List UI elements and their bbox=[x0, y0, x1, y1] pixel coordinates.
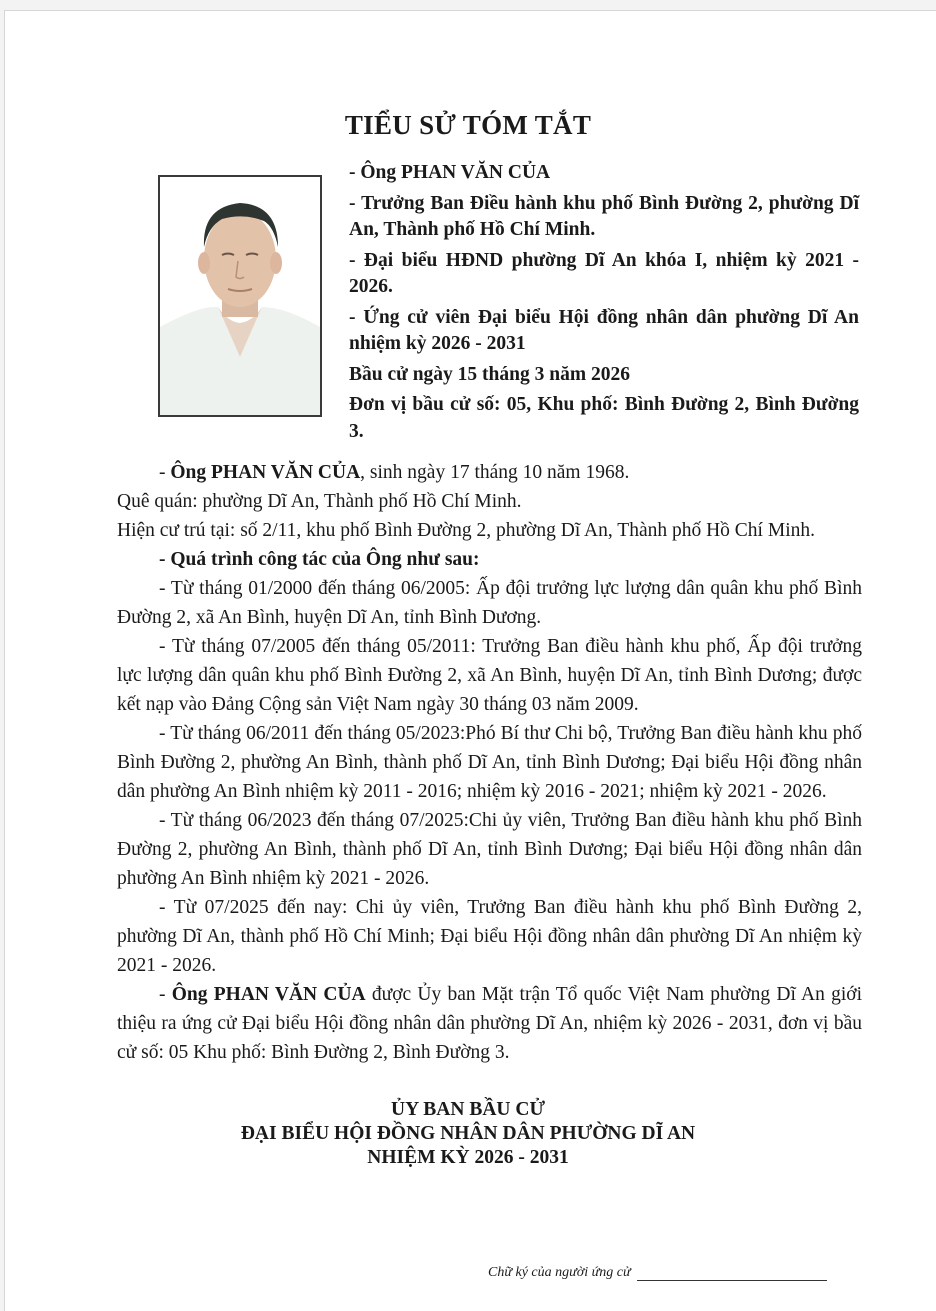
candidate-summary bbox=[349, 160, 859, 445]
committee-line-3: NHIỆM KỲ 2026 - 2031 bbox=[367, 1147, 569, 1168]
residence: Hiện cư trú tại: số 2/11, khu phố Bình Đường 2, phường Dĩ An, Thành phố Hồ Chí Minh. bbox=[117, 520, 815, 541]
birth-info bbox=[117, 458, 862, 487]
career-heading bbox=[117, 545, 862, 574]
candidacy-line: - Ứng cử viên Đại biểu Hội đồng nhân dân phường Dĩ An nhiệm kỳ 2026 - 2031 bbox=[349, 306, 859, 354]
committee-line-1: ỦY BAN BẦU CỬ bbox=[390, 1099, 545, 1120]
delegate-line: - Đại biểu HĐND phường Dĩ An khóa I, nhiệm kỳ 2021 - 2026. bbox=[349, 249, 859, 297]
signature-label: Chữ ký của người ứng cử bbox=[488, 1265, 631, 1280]
committee-line-2: ĐẠI BIỂU HỘI ĐỒNG NHÂN DÂN PHƯỜNG DĨ AN bbox=[240, 1123, 696, 1144]
nomination-prefix: - bbox=[159, 984, 172, 1005]
nomination-name: Ông PHAN VĂN CỦA bbox=[171, 984, 366, 1005]
election-committee-heading bbox=[0, 1098, 936, 1170]
nomination-rest: được Ủy ban Mặt trận Tổ quốc Việt Nam phường Dĩ An giới thiệu ra ứng cử Đại biểu Hội đồng nhân dân phường Dĩ An, nhiệm kỳ 2026 - 2031, đơn vị bầu cử số: 05 Khu phố: Bình Đường 2, Bình Đường 3. bbox=[117, 984, 862, 1063]
career-item: - Từ 07/2025 đến nay: Chi ủy viên, Trưởng Ban điều hành khu phố Bình Đường 2, phường Dĩ An, thành phố Hồ Chí Minh; Đại biểu Hội đồng nhân dân phường Dĩ An nhiệm kỳ 2021 - 2026. bbox=[117, 897, 862, 976]
document-title: TIỂU SỬ TÓM TẮT bbox=[344, 110, 592, 140]
electoral-unit-line: Đơn vị bầu cử số: 05, Khu phố: Bình Đường 2, Bình Đường 3. bbox=[349, 394, 859, 442]
nomination-paragraph bbox=[117, 980, 862, 1067]
intro-prefix: - bbox=[159, 462, 171, 483]
career-item: - Từ tháng 07/2005 đến tháng 05/2011: Trưởng Ban điều hành khu phố, Ấp đội trưởng lực lượng dân quân khu phố Bình Đường 2, xã An Bình, huyện Dĩ An, tỉnh Bình Dương; được kết nạp vào Đảng Cộng sản Việt Nam ngày 30 tháng 03 năm 2009. bbox=[117, 636, 862, 715]
signature-line bbox=[637, 1268, 827, 1281]
career-heading-text: - Quá trình công tác của Ông như sau: bbox=[159, 549, 480, 570]
hometown: Quê quán: phường Dĩ An, Thành phố Hồ Chí Minh. bbox=[117, 491, 522, 512]
career-item: - Từ tháng 06/2023 đến tháng 07/2025:Chi ủy viên, Trưởng Ban điều hành khu phố Bình Đường 2, phường An Bình, thành phố Dĩ An, tỉnh Bình Dương; Đại biểu Hội đồng nhân dân phường An Bình nhiệm kỳ 2021 - 2026. bbox=[117, 810, 862, 889]
intro-rest: , sinh ngày 17 tháng 10 năm 1968. bbox=[360, 462, 630, 483]
intro-name: Ông PHAN VĂN CỦA bbox=[170, 462, 361, 483]
career-item: - Từ tháng 01/2000 đến tháng 06/2005: Ấp đội trưởng lực lượng dân quân khu phố Bình Đường 2, xã An Bình, huyện Dĩ An, tỉnh Bình Dương. bbox=[117, 578, 862, 628]
career-item: - Từ tháng 06/2011 đến tháng 05/2023:Phó Bí thư Chi bộ, Trưởng Ban điều hành khu phố Bình Đường 2, phường An Bình, thành phố Dĩ An, tỉnh Bình Dương; Đại biểu Hội đồng nhân dân phường An Bình nhiệm kỳ 2011 - 2016; nhiệm kỳ 2016 - 2021; nhiệm kỳ 2021 - 2026. bbox=[117, 723, 862, 802]
signature-field bbox=[488, 1265, 827, 1281]
portrait-image bbox=[160, 177, 320, 415]
candidate-photo bbox=[158, 175, 322, 417]
current-position-line: - Trưởng Ban Điều hành khu phố Bình Đường 2, phường Dĩ An, Thành phố Hồ Chí Minh. bbox=[349, 192, 859, 240]
biography-body bbox=[117, 458, 862, 1067]
election-date-line: Bầu cử ngày 15 tháng 3 năm 2026 bbox=[349, 363, 630, 385]
candidate-name-line: - Ông PHAN VĂN CỦA bbox=[349, 162, 551, 183]
